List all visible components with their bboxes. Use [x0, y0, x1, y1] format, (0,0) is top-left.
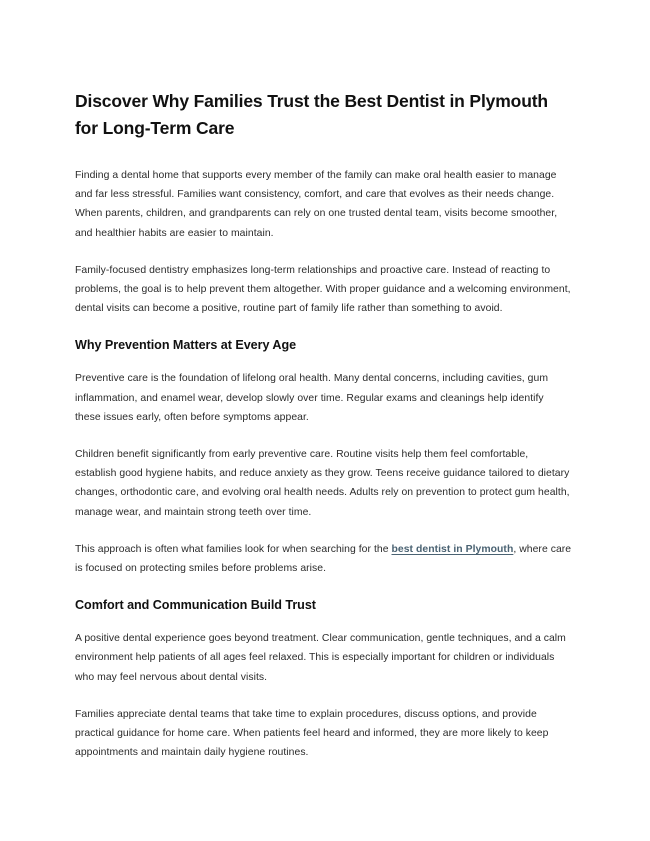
paragraph-prevention-2: Children benefit significantly from early preventive care. Routine visits help them feel comfortable, establish good hygiene habits, and reduce anxiety as they grow. Teens receive guidance tailored to dietary changes, orthodontic care, and evolving oral health needs. Adults rely on prevention to protect gum health, manage wear, and maintain strong teeth over time.	[75, 449, 570, 518]
page-title: Discover Why Families Trust the Best Dentist in Plymouth for Long-Term Care	[75, 91, 548, 138]
section-heading-prevention: Why Prevention Matters at Every Age	[75, 338, 297, 353]
link-paragraph-text-after: , where care is focused on protecting smiles before problems arise.	[75, 543, 572, 575]
document-content	[75, 88, 572, 780]
paragraph-intro-2: Family-focused dentistry emphasizes long-term relationships and proactive care. Instead of reacting to problems, the goal is to help prevent them altogether. With proper guidance and a welcoming environment, dental visits can become a positive, routine part of family life rather than something to avoid.	[75, 264, 571, 315]
paragraph-comfort-2: Families appreciate dental teams that take time to explain procedures, discuss options, and provide practical guidance for home care. When patients feel heard and informed, they are more likely to keep appointments and maintain daily hygiene routines.	[75, 708, 549, 759]
paragraph-prevention-1: Preventive care is the foundation of lifelong oral health. Many dental concerns, including cavities, gum inflammation, and enamel wear, develop slowly over time. Regular exams and cleanings help identify these issues early, often before symptoms appear.	[75, 373, 549, 423]
paragraph-with-link	[75, 540, 572, 578]
paragraph-comfort-1: A positive dental experience goes beyond treatment. Clear communication, gentle techniques, and a calm environment help patients of all ages feel relaxed. This is especially important for children or individuals who may feel nervous about dental visits.	[75, 633, 566, 683]
link-paragraph-text-before: This approach is often what families look for when searching for the	[75, 543, 392, 555]
section-heading-comfort: Comfort and Communication Build Trust	[75, 598, 316, 613]
paragraph-intro-1: Finding a dental home that supports every member of the family can make oral health easier to manage and far less stressful. Families want consistency, comfort, and care that evolves as their needs change. When parents, children, and grandparents can rely on one trusted dental team, visits become smoother, and healthier habits are easier to maintain.	[75, 170, 558, 239]
best-dentist-in-plymouth-link[interactable]: best dentist in Plymouth	[391, 543, 514, 555]
